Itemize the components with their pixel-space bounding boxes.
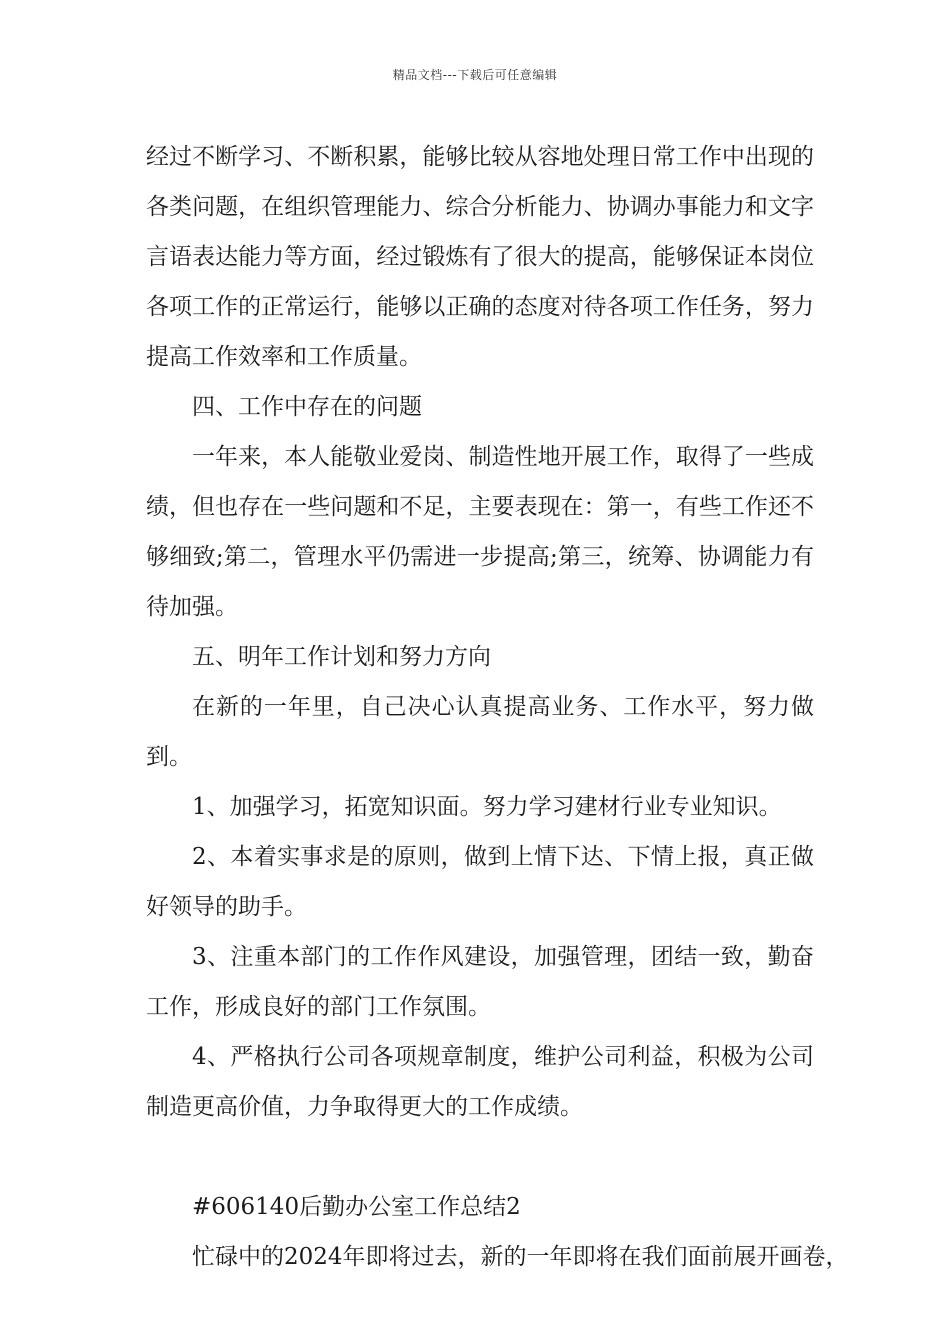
list-item: 3、注重本部门的工作作风建设，加强管理，团结一致，勤奋工作，形成良好的部门工作氛围。 <box>146 944 814 1020</box>
blank-line <box>146 1132 814 1182</box>
section-heading: 五、明年工作计划和努力方向 <box>192 644 491 670</box>
list-item: 2、本着实事求是的原则，做到上情下达、下情上报，真正做好领导的助手。 <box>146 844 814 920</box>
body-paragraph: 一年来，本人能敬业爱岗、制造性地开展工作，取得了一些成绩，但也存在一些问题和不足，主要表现在：第一，有些工作还不够细致;第二，管理水平仍需进一步提高;第三，统筹、协调能力有待加强。 <box>146 444 814 620</box>
page-header: 精品文档---下载后可任意编辑 <box>392 68 558 82</box>
body-paragraph: 在新的一年里，自己决心认真提高业务、工作水平，努力做到。 <box>146 694 814 770</box>
section-heading: 四、工作中存在的问题 <box>192 394 422 420</box>
body-paragraph: 忙碌中的2024年即将过去，新的一年即将在我们面前展开画卷， <box>192 1244 849 1270</box>
body-paragraph: 经过不断学习、不断积累，能够比较从容地处理日常工作中出现的各类问题，在组织管理能力、综合分析能力、协调办事能力和文字言语表达能力等方面，经过锻炼有了很大的提高，能够保证本岗位各项工作的正常运行，能够以正确的态度对待各项工作任务，努力提高工作效率和工作质量。 <box>146 144 814 370</box>
list-item: 1、加强学习，拓宽知识面。努力学习建材行业专业知识。 <box>192 794 782 820</box>
list-item: 4、严格执行公司各项规章制度，维护公司利益，积极为公司制造更高价值，力争取得更大的工作成绩。 <box>146 1044 814 1120</box>
document-title: #606140后勤办公室工作总结2 <box>192 1194 521 1220</box>
document-body <box>146 132 849 1282</box>
